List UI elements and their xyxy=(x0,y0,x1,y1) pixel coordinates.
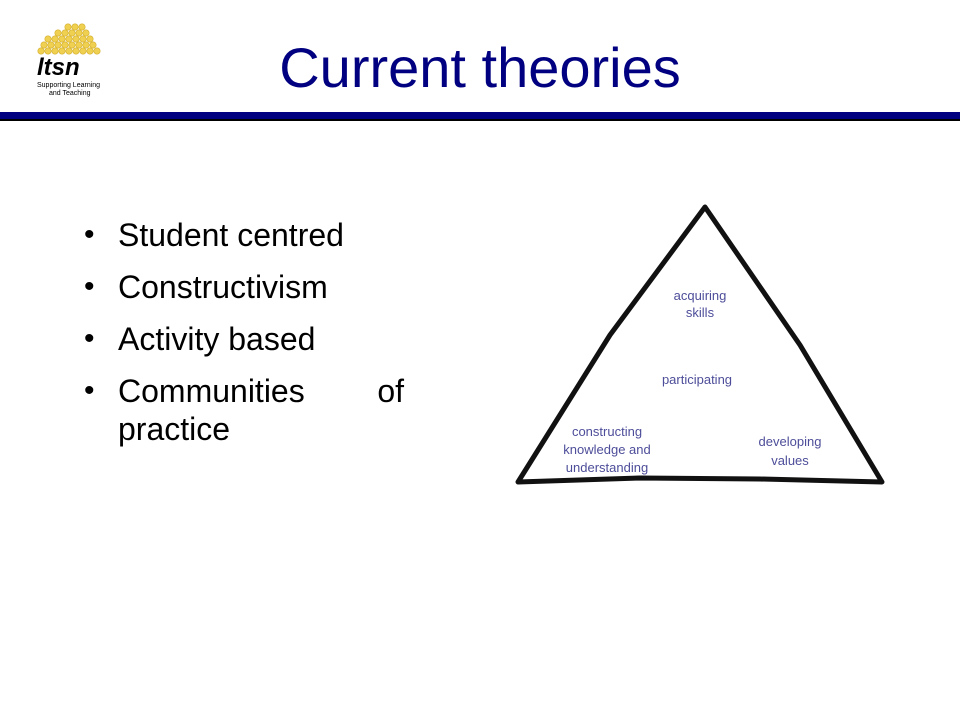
title-rule xyxy=(0,112,960,119)
logo-wordmark: ltsn xyxy=(37,54,80,81)
triangle-outline xyxy=(518,207,882,482)
label-participating: participating xyxy=(661,372,733,387)
label-understanding: understanding xyxy=(565,460,649,475)
label-knowledge-and: knowledge and xyxy=(563,442,651,457)
label-developing: developing xyxy=(758,434,822,449)
bullet-list xyxy=(84,216,404,462)
label-acquiring: acquiring xyxy=(673,288,727,303)
bullet-item: • Activity based xyxy=(84,320,404,358)
title-rule-shadow xyxy=(0,119,960,121)
label-values: values xyxy=(771,453,809,468)
label-constructing: constructing xyxy=(571,424,643,439)
label-skills: skills xyxy=(685,305,715,320)
slide-title: Current theories xyxy=(279,36,681,99)
bullet-item: • Constructivism xyxy=(84,268,404,306)
logo-tagline-line1: Supporting Learning xyxy=(37,82,101,89)
logo-tagline-line2: and Teaching xyxy=(49,90,91,97)
bullet-item: • Communities of practice xyxy=(84,372,404,448)
bullet-item: • Student centred xyxy=(84,216,404,254)
learning-triangle-diagram xyxy=(500,195,900,495)
